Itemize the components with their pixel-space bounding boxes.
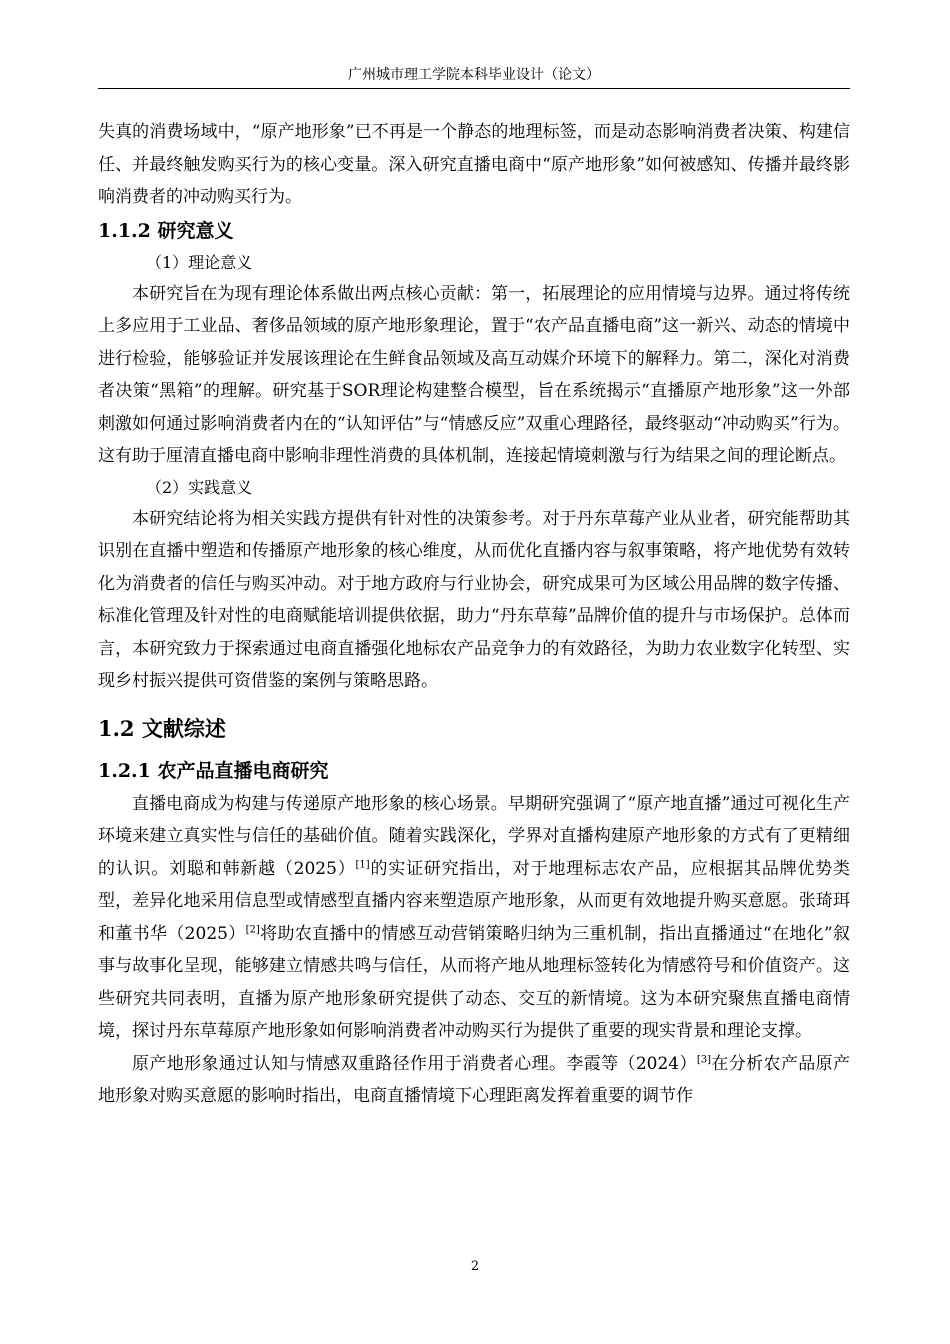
page-header: 广州城市理工学院本科毕业设计（论文） <box>348 67 600 83</box>
section-heading-1-2-1: 1.2.1 农产品直播电商研究 <box>98 759 329 782</box>
paragraph-dual-path <box>98 1048 850 1113</box>
text-run: 直播电商成为构建与传递原产地形象的核心场景。早期研究强调了“原产地直播”通过可视化生产环境来建立真实性与信任的基础价值。随着实践深化，学界对直播构建原产地形象的方式有了更精细的认识。刘聪和韩新越（2025） <box>98 793 850 879</box>
text-run: 将助农直播中的情感互动营销策略归纳为三重机制，指出直播通过“在地化”叙事与故事化呈现，能够建立情感共鸣与信任，从而将产地从地理标签转化为情感符号和价值资产。这些研究共同表明，直播为原产地形象研究提供了动态、交互的新情境。这为本研究聚焦直播电商情境，探讨丹东草莓原产地形象如何影响消费者冲动购买行为提供了重要的现实背景和理论支撑。 <box>98 923 851 1041</box>
paragraph-continuation: 失真的消费场域中，“原产地形象”已不再是一个静态的地理标签，而是动态影响消费者决策、构建信任、并最终触发购买行为的核心变量。深入研究直播电商中“原产地形象”如何被感知、传播并最终影响消费者的冲动购买行为。 <box>98 122 850 207</box>
section-heading-1-1-2: 1.1.2 研究意义 <box>98 219 234 242</box>
paragraph-theoretical-significance: 本研究旨在为现有理论体系做出两点核心贡献：第一，拓展理论的应用情境与边界。通过将传统上多应用于工业品、奢侈品领域的原产地形象理论，置于“农产品直播电商”这一新兴、动态的情境中进行检验，能够验证并发展该理论在生鲜食品领域及高互动媒介环境下的解释力。第二，深化对消费者决策“黑箱”的理解。研究基于SOR理论构建整合模型，旨在系统揭示“直播原产地形象”这一外部刺激如何通过影响消费者内在的“认知评估”与“情感反应”双重心理路径，最终驱动“冲动购买”行为。这有助于厘清直播电商中影响非理性消费的具体机制，连接起情境刺激与行为结果之间的理论断点。 <box>98 283 850 466</box>
text-run: 的实证研究指出，对于地理标志农产品，应根据其品牌优势类型，差异化地采用信息型或情感型直播内容来塑造原产地形象，从而更有效地提升购买意愿。张琦珥和董书华（2025） <box>98 858 851 944</box>
citation-ref-1: [1] <box>355 858 370 870</box>
section-heading-1-2: 1.2 文献综述 <box>98 715 226 741</box>
header-divider <box>98 88 850 89</box>
citation-ref-3: [3] <box>696 1053 712 1065</box>
subheading-theoretical-significance: （1）理论意义 <box>146 252 253 272</box>
paragraph-practical-significance: 本研究结论将为相关实践方提供有针对性的决策参考。对于丹东草莓产业从业者，研究能帮助其识别在直播中塑造和传播原产地形象的核心维度，从而优化直播内容与叙事策略，将产地优势有效转化为消费者的信任与购买冲动。对于地方政府与行业协会，研究成果可为区域公用品牌的数字传播、标准化管理及针对性的电商赋能培训提供依据，助力“丹东草莓”品牌价值的提升与市场保护。总体而言，本研究致力于探索通过电商直播强化地标农产品竞争力的有效路径，为助力农业数字化转型、实现乡村振兴提供可资借鉴的案例与策略思路。 <box>98 508 850 691</box>
paragraph-live-ecommerce-research <box>98 788 850 1048</box>
page-number: 2 <box>470 1259 480 1274</box>
document-body <box>98 116 850 1113</box>
subheading-practical-significance: （2）实践意义 <box>146 477 253 497</box>
citation-ref-2: [2] <box>245 923 260 935</box>
text-run: 原产地形象通过认知与情感双重路径作用于消费者心理。李霞等（2024） <box>132 1053 697 1074</box>
text-run: 在分析农产品原产地形象对购买意愿的影响时指出，电商直播情境下心理距离发挥着重要的调节作 <box>98 1053 851 1106</box>
